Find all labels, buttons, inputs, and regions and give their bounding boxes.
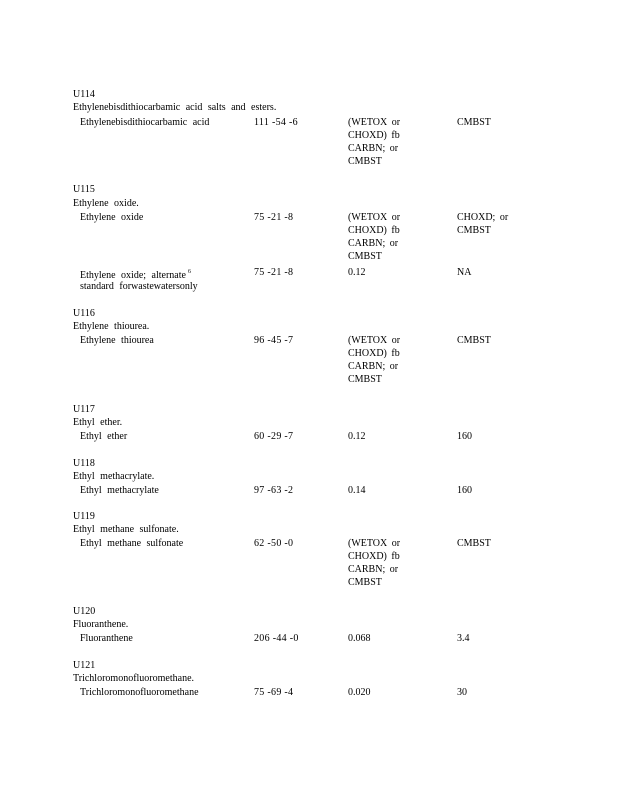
nonwastewater-standard: CMBST (457, 538, 491, 549)
constituent-name: Ethyl methacrylate (80, 485, 159, 496)
entry-title: Ethyl ether. (73, 417, 123, 428)
wastewater-standard: 0.12 (348, 431, 366, 442)
constituent-name: Ethyl ether (80, 431, 128, 442)
nonwastewater-standard: 3.4 (457, 633, 470, 644)
nonwastewater-standard: CMBST (457, 335, 491, 346)
cas-number: 75 -69 -4 (254, 687, 294, 698)
waste-code: U114 (73, 89, 95, 100)
constituent-name: Trichloromonofluoromethane (80, 687, 199, 698)
constituent-name: Ethylene thiourea (80, 335, 154, 346)
wastewater-standard: (WETOX or CHOXD) fb CARBN; or CMBST (348, 212, 401, 262)
waste-code: U116 (73, 308, 95, 319)
constituent-name: Ethyl methane sulfonate (80, 538, 184, 549)
entry-title: Trichloromonofluoromethane. (73, 673, 195, 684)
wastewater-standard: 0.020 (348, 687, 371, 698)
cas-number: 75 -21 -8 (254, 267, 294, 278)
wastewater-standard: 0.12 (348, 267, 366, 278)
nonwastewater-standard: 160 (457, 485, 472, 496)
cas-number: 206 -44 -0 (254, 633, 299, 644)
waste-code: U117 (73, 404, 95, 415)
entry-title: Fluoranthene. (73, 619, 129, 630)
cas-number: 111 -54 -6 (254, 117, 298, 128)
entry-title: Ethylene oxide. (73, 198, 139, 209)
cas-number: 75 -21 -8 (254, 212, 294, 223)
wastewater-standard: 0.14 (348, 485, 366, 496)
cas-number: 96 -45 -7 (254, 335, 294, 346)
entry-title: Ethylenebisdithiocarbamic acid salts and esters. (73, 102, 277, 113)
waste-code: U115 (73, 184, 95, 195)
constituent-name: Fluoranthene (80, 633, 133, 644)
footnote-marker: 6 (187, 269, 191, 275)
waste-code: U121 (73, 660, 96, 671)
constituent-name-continued: standard forwastewatersonly (80, 281, 198, 292)
cas-number: 62 -50 -0 (254, 538, 294, 549)
wastewater-standard: 0.068 (348, 633, 371, 644)
entry-title: Ethyl methacrylate. (73, 471, 155, 482)
waste-code: U118 (73, 458, 95, 469)
wastewater-standard: (WETOX or CHOXD) fb CARBN; or CMBST (348, 117, 401, 167)
constituent-name: Ethylenebisdithiocarbamic acid (80, 117, 210, 128)
entry-title: Ethylene thiourea. (73, 321, 150, 332)
entry-title: Ethyl methane sulfonate. (73, 524, 179, 535)
cas-number: 60 -29 -7 (254, 431, 294, 442)
cas-number: 97 -63 -2 (254, 485, 294, 496)
constituent-name: Ethylene oxide; alternate $^6$ (80, 269, 191, 281)
nonwastewater-standard: CHOXD; or CMBST (457, 212, 509, 236)
wastewater-standard: (WETOX or CHOXD) fb CARBN; or CMBST (348, 538, 401, 588)
nonwastewater-standard: 160 (457, 431, 472, 442)
nonwastewater-standard: 30 (457, 687, 467, 698)
nonwastewater-standard: CMBST (457, 117, 491, 128)
waste-code: U119 (73, 511, 95, 522)
nonwastewater-standard: NA (457, 267, 472, 278)
waste-code: U120 (73, 606, 96, 617)
constituent-name: Ethylene oxide (80, 212, 144, 223)
wastewater-standard: (WETOX or CHOXD) fb CARBN; or CMBST (348, 335, 401, 385)
